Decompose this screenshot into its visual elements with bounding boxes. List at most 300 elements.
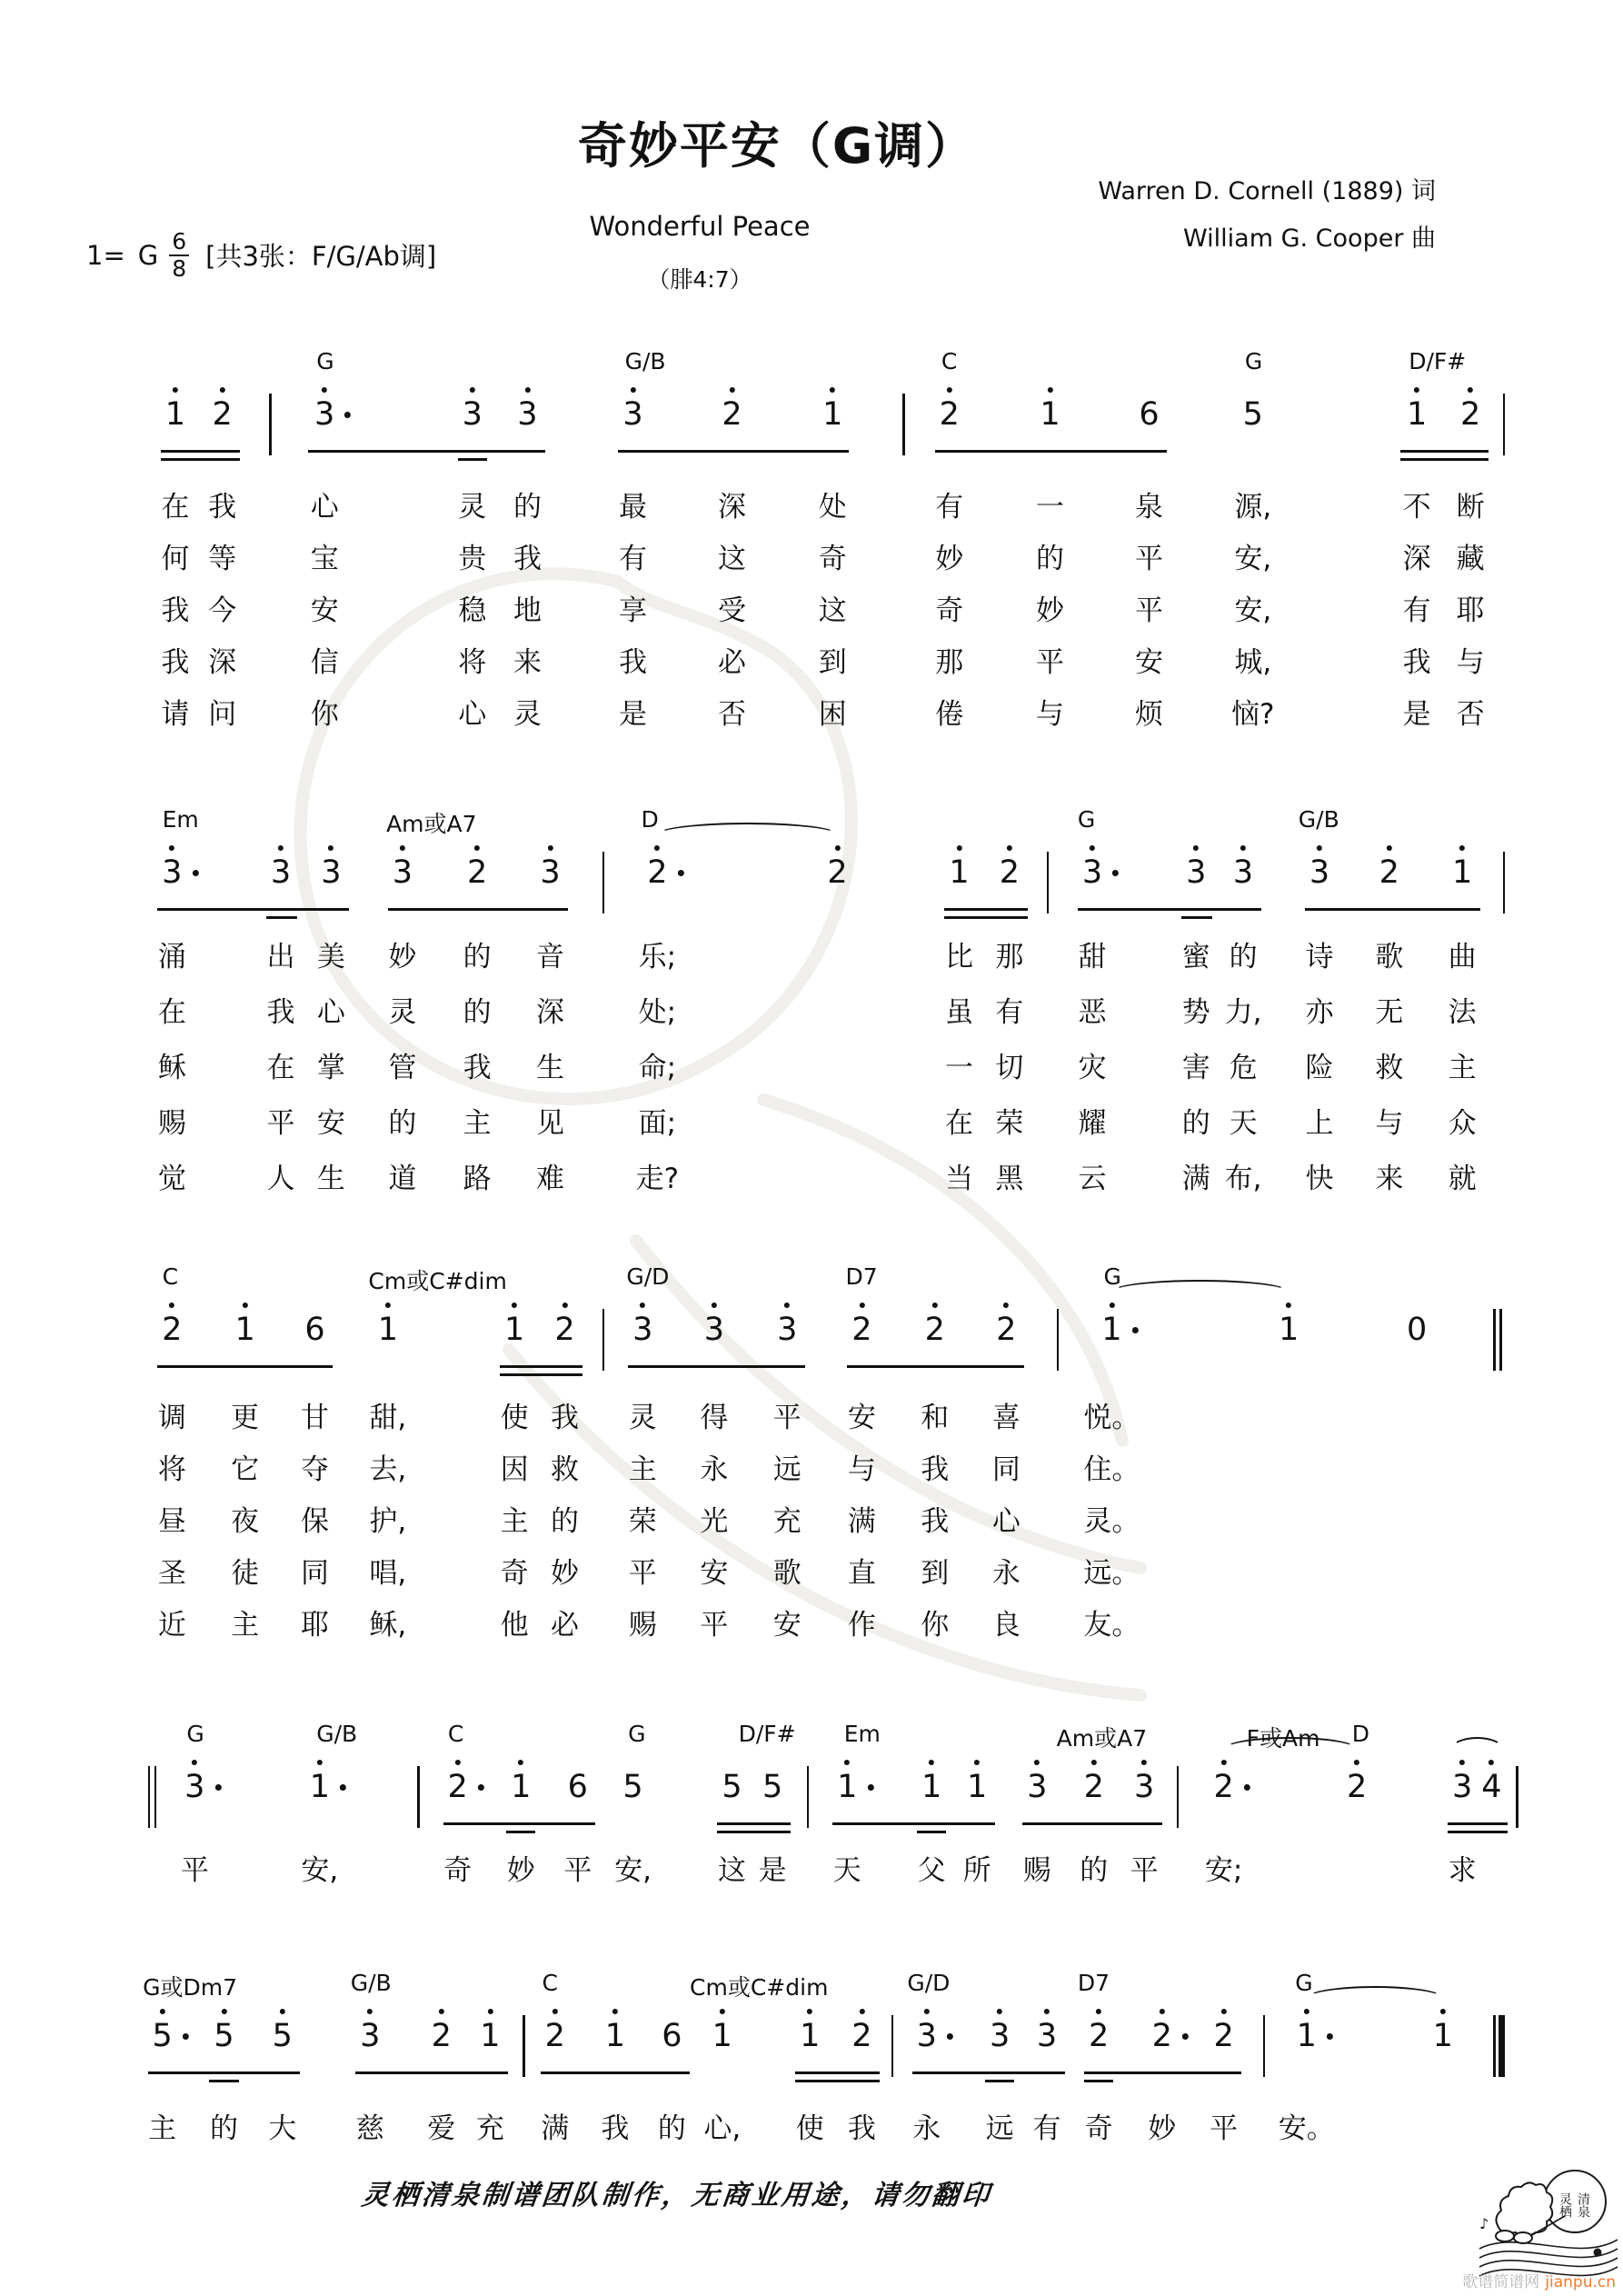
- lyric-syllable: 宝: [310, 543, 339, 575]
- octave-dot: [932, 1303, 938, 1308]
- lyric-syllable: 主: [231, 1609, 260, 1642]
- key-letter: G: [137, 239, 159, 271]
- lyric-syllable: 耀: [1078, 1107, 1107, 1140]
- barline-stroke: [1057, 1309, 1060, 1371]
- lyric-syllable: 妙: [551, 1557, 580, 1590]
- lyric-syllable: 命;: [638, 1052, 677, 1084]
- octave-dot: [518, 1760, 523, 1765]
- note: 0: [1407, 1312, 1428, 1348]
- octave-dot: [1034, 1760, 1040, 1765]
- lyric-syllable: 耶: [1456, 594, 1485, 627]
- beam-line: [458, 458, 487, 461]
- barline-stroke: [269, 394, 272, 455]
- octave-dot: [1459, 1760, 1465, 1765]
- lyric-syllable: 涌: [157, 941, 186, 973]
- lyric-syllable: 处;: [638, 996, 677, 1029]
- beam-line: [506, 1831, 535, 1833]
- meter-numerator: 6: [169, 229, 189, 256]
- lyric-syllable: 诗: [1305, 941, 1334, 973]
- note: 1: [822, 399, 842, 431]
- note: 2: [448, 1772, 468, 1803]
- octave-dot: [1007, 845, 1012, 851]
- lyric-syllable: 充: [475, 2112, 504, 2145]
- octave-dot: [1221, 2009, 1227, 2014]
- lyric-syllable: 安,: [1234, 594, 1272, 627]
- lyric-syllable: 在: [157, 996, 186, 1029]
- beam-line: [795, 2071, 880, 2074]
- barline-stroke: [1503, 394, 1506, 455]
- octave-dot: [400, 845, 405, 851]
- lyric-syllable: 是: [619, 698, 648, 731]
- note: 5: [762, 1769, 783, 1805]
- key-signature-line: [86, 229, 436, 281]
- chord-label: G/D: [907, 1970, 951, 1996]
- lyric-syllable: 平: [1134, 543, 1163, 575]
- barline-stroke: [1503, 852, 1506, 913]
- lyric-syllable: 安: [1134, 646, 1163, 679]
- lyric-syllable: 的: [513, 491, 542, 524]
- note: 3: [314, 399, 334, 431]
- lyric-syllable: 心: [458, 698, 487, 731]
- chord-label: D/F#: [738, 1721, 796, 1747]
- note: 2: [432, 2021, 452, 2052]
- note: 3: [463, 399, 483, 431]
- lyric-syllable: 有: [935, 491, 964, 524]
- lyric-syllable: 你: [921, 1609, 950, 1642]
- lyric-syllable: 享: [619, 594, 648, 627]
- lyric-syllable: 在: [945, 1107, 974, 1140]
- beam-line: [443, 1822, 596, 1825]
- lyric-syllable: 倦: [935, 698, 964, 731]
- production-credit: 灵栖清泉制谱团队制作，无商业用途，请勿翻印: [360, 2180, 993, 2211]
- note: 2: [1347, 1772, 1367, 1803]
- chord-label: D7: [845, 1263, 878, 1290]
- lyric-syllable: 安: [772, 1609, 802, 1642]
- lyric-syllable: 的: [1036, 543, 1065, 575]
- chord-label: F或Am: [1246, 1725, 1320, 1752]
- lyric-syllable: 的: [463, 941, 492, 973]
- lyric-syllable: 的: [209, 2112, 238, 2145]
- lyric-syllable: 蜜: [1181, 941, 1210, 973]
- chord-label: D: [1351, 1721, 1369, 1747]
- lyric-syllable: 稣: [157, 1052, 186, 1084]
- beam-line: [1181, 916, 1212, 919]
- lyric-syllable: 耶: [300, 1609, 329, 1642]
- lyric-syllable: 直: [847, 1557, 876, 1590]
- note: 6: [567, 1769, 588, 1805]
- octave-dot: [1304, 2009, 1309, 2014]
- lyric-syllable: 妙: [935, 543, 964, 575]
- lyric-syllable: 黑: [995, 1163, 1024, 1195]
- lyric-syllable: 天: [1229, 1107, 1258, 1140]
- lyric-syllable: 赐: [157, 1107, 186, 1140]
- lyric-syllable: 所: [962, 1854, 991, 1887]
- lyric-syllable: 奇: [443, 1854, 473, 1887]
- lyric-syllable: 切: [995, 1052, 1024, 1084]
- lyric-syllable: 恼?: [1231, 698, 1275, 731]
- lyric-syllable: 荣: [628, 1505, 657, 1538]
- octave-dot: [563, 1303, 568, 1308]
- octave-dot: [1221, 1760, 1227, 1765]
- lyric-syllable: 音: [535, 941, 564, 973]
- lyric-syllable: 不: [1402, 491, 1431, 524]
- lyric-syllable: 的: [657, 2112, 686, 2145]
- note: 3: [777, 1314, 797, 1346]
- lyric-syllable: 我: [208, 491, 237, 524]
- beam-line: [308, 450, 545, 453]
- octave-dot: [859, 1303, 864, 1308]
- lyric-syllable: 是: [1402, 698, 1431, 731]
- note: 1: [165, 399, 185, 431]
- note: 2: [827, 857, 847, 889]
- chord-label: G: [1295, 1970, 1313, 1996]
- beam-line: [500, 1373, 582, 1376]
- lyric-syllable: 必: [717, 646, 746, 679]
- site-link[interactable]: jianpu.cn: [1545, 2273, 1616, 2291]
- chord-label: G: [1244, 348, 1263, 374]
- lyric-syllable: 走?: [635, 1163, 680, 1195]
- lyric-syllable: 灵: [458, 491, 487, 524]
- barline-stroke: [154, 1766, 157, 1828]
- octave-dot: [1193, 845, 1199, 851]
- lyric-syllable: 的: [1181, 1107, 1210, 1140]
- lyric-syllable: 的: [388, 1107, 417, 1140]
- octave-dot: [317, 1760, 323, 1765]
- lyric-syllable: 得: [700, 1402, 729, 1434]
- tie-arc: [1307, 1986, 1443, 2010]
- note: 3: [704, 1314, 724, 1346]
- lyric-syllable: 救: [1375, 1052, 1404, 1084]
- note: 1: [967, 1772, 987, 1803]
- octave-dot: [712, 1303, 717, 1308]
- lyric-syllable: 我: [1402, 646, 1431, 679]
- lyricist-credit: Warren D. Cornell (1889) 词: [1098, 177, 1436, 205]
- lyric-syllable: 害: [1181, 1052, 1210, 1084]
- lyric-syllable: 同: [300, 1557, 329, 1590]
- octave-dot: [470, 387, 475, 393]
- lyric-syllable: 灵: [513, 698, 542, 731]
- lyric-syllable: 的: [463, 996, 492, 1029]
- note: 3: [1233, 857, 1253, 889]
- beam-line: [795, 2080, 880, 2082]
- note: 5: [622, 1769, 643, 1805]
- note: 3: [1037, 2021, 1057, 2052]
- lyric-syllable: 危: [1229, 1052, 1258, 1084]
- octave-dot: [160, 2009, 165, 2014]
- note: 1: [949, 857, 969, 889]
- augmentation-dot: [340, 1784, 346, 1791]
- octave-dot: [1489, 1760, 1494, 1765]
- octave-dot: [1109, 1303, 1114, 1308]
- tie-arc: [1451, 1737, 1503, 1761]
- lyric-syllable: 无: [1375, 996, 1404, 1029]
- lyric-syllable: 深: [208, 646, 237, 679]
- octave-dot: [830, 387, 835, 393]
- note: 1: [1297, 2021, 1317, 2052]
- lyric-syllable: 比: [945, 941, 974, 973]
- composer-credit: William G. Cooper 曲: [1183, 225, 1436, 253]
- octave-dot: [997, 2009, 1002, 2014]
- barline-stroke: [891, 2015, 894, 2077]
- lyric-syllable: 这: [717, 543, 746, 575]
- note: 2: [554, 1314, 574, 1346]
- octave-dot: [220, 387, 225, 393]
- lyric-syllable: 否: [1456, 698, 1485, 731]
- beam-line: [985, 2080, 1014, 2082]
- note: 1: [1040, 399, 1060, 431]
- octave-dot: [1459, 845, 1465, 851]
- octave-dot: [1044, 2009, 1050, 2014]
- octave-dot: [280, 2009, 285, 2014]
- note: 2: [996, 1314, 1016, 1346]
- lyric-syllable: 最: [619, 491, 648, 524]
- lyric-syllable: 他: [500, 1609, 529, 1642]
- note: 1: [504, 1314, 524, 1346]
- note: 2: [467, 857, 487, 889]
- beam-line: [157, 908, 349, 911]
- scripture-reference: （腓4:7）: [647, 266, 752, 293]
- lyric-syllable: 甜,: [369, 1402, 407, 1434]
- augmentation-dot: [1182, 2033, 1189, 2040]
- note: 3: [360, 2021, 380, 2052]
- lyric-syllable: 我: [601, 2112, 630, 2145]
- note: 2: [213, 399, 233, 431]
- lyric-syllable: 妙: [1036, 594, 1065, 627]
- chord-label: D/F#: [1409, 348, 1467, 374]
- chord-label: C: [447, 1721, 464, 1747]
- lyric-syllable: 平: [563, 1854, 592, 1887]
- lyric-syllable: 我: [921, 1505, 950, 1538]
- lyric-syllable: 平: [1134, 594, 1163, 627]
- chord-label: C: [542, 1970, 558, 1996]
- beam-line: [209, 2080, 238, 2082]
- lyric-syllable: 出: [266, 941, 295, 973]
- beam-line: [1084, 2080, 1113, 2082]
- lyric-syllable: 生: [535, 1052, 564, 1084]
- note: 6: [1139, 396, 1160, 433]
- lyric-syllable: 更: [231, 1402, 260, 1434]
- lyric-syllable: 保: [300, 1505, 329, 1538]
- chord-label: D: [641, 806, 659, 833]
- octave-dot: [328, 845, 334, 851]
- lyric-syllable: 永: [700, 1453, 729, 1486]
- octave-dot: [278, 845, 284, 851]
- chord-label: Cm或C#dim: [368, 1268, 507, 1294]
- augmentation-dot: [478, 1784, 484, 1791]
- octave-dot: [322, 387, 327, 393]
- chord-label: Em: [843, 1721, 881, 1747]
- lyric-syllable: 云: [1078, 1163, 1107, 1195]
- lyric-syllable: 处: [818, 491, 847, 524]
- note: 2: [545, 2021, 565, 2052]
- beam-line: [1084, 2071, 1241, 2074]
- beam-line: [1305, 908, 1480, 911]
- note: 2: [1000, 857, 1020, 889]
- note: 1: [837, 1772, 857, 1803]
- lyric-syllable: 救: [551, 1453, 580, 1486]
- lyric-syllable: 我: [161, 594, 190, 627]
- beam-line: [355, 2071, 508, 2074]
- octave-dot: [1048, 387, 1053, 393]
- note: 2: [925, 1314, 945, 1346]
- lyric-syllable: 奇: [818, 543, 847, 575]
- octave-dot: [512, 1303, 517, 1308]
- octave-dot: [1440, 2009, 1446, 2014]
- lyric-syllable: 断: [1456, 491, 1485, 524]
- lyric-syllable: 亦: [1305, 996, 1334, 1029]
- lyric-syllable: 赐: [1022, 1854, 1051, 1887]
- lyric-syllable: 面;: [638, 1107, 677, 1140]
- beam-line: [388, 908, 568, 911]
- octave-dot: [631, 387, 636, 393]
- lyric-syllable: 我: [513, 543, 542, 575]
- octave-dot: [859, 2009, 864, 2014]
- beam-line: [1400, 458, 1488, 461]
- lyric-syllable: 有: [1032, 2112, 1061, 2145]
- octave-dot: [1286, 1303, 1291, 1308]
- lyric-syllable: 与: [1036, 698, 1065, 731]
- logo-text-col2: 清泉: [1576, 2192, 1590, 2218]
- octave-dot: [169, 1303, 174, 1308]
- octave-dot: [1160, 2009, 1165, 2014]
- beam-line: [148, 2071, 301, 2074]
- chord-label: G/B: [1298, 806, 1339, 833]
- lyric-syllable: 徒: [231, 1557, 260, 1590]
- lyric-syllable: 当: [945, 1163, 974, 1195]
- lyric-syllable: 一: [1036, 491, 1065, 524]
- lyric-syllable: 使: [500, 1402, 529, 1434]
- beam-line: [917, 1831, 946, 1833]
- barline-stroke: [1499, 1309, 1502, 1371]
- note: 1: [921, 1772, 941, 1803]
- lyric-syllable: 妙: [1148, 2112, 1177, 2145]
- lyric-syllable: 安;: [1204, 1854, 1243, 1887]
- lyric-syllable: 心: [310, 491, 339, 524]
- lyric-syllable: 昼: [157, 1505, 186, 1538]
- lyric-syllable: 夺: [300, 1453, 329, 1486]
- lyric-syllable: 源,: [1234, 491, 1272, 524]
- lyric-syllable: 主: [628, 1453, 657, 1486]
- octave-dot: [173, 387, 178, 393]
- note: 3: [321, 857, 341, 889]
- lyric-syllable: 今: [208, 594, 237, 627]
- lyric-syllable: 父: [917, 1854, 946, 1887]
- lyric-syllable: 等: [208, 543, 237, 575]
- beam-line: [1448, 1831, 1508, 1833]
- system-2: [0, 806, 1623, 1233]
- available-keys-note: [共3张：F/G/Ab调]: [205, 241, 437, 272]
- octave-dot: [367, 2009, 373, 2014]
- note: 3: [632, 1314, 652, 1346]
- lyric-syllable: 因: [500, 1453, 529, 1486]
- lyric-syllable: 到: [818, 646, 847, 679]
- lyric-syllable: 有: [1402, 594, 1431, 627]
- octave-dot: [1090, 845, 1095, 851]
- time-signature: [169, 229, 189, 281]
- beam-line: [944, 908, 1027, 911]
- lyric-syllable: 主: [148, 2112, 177, 2145]
- note: 1: [1407, 399, 1427, 431]
- note: 1: [310, 1772, 330, 1803]
- beam-line: [1022, 1822, 1162, 1825]
- lyric-syllable: 奇: [1084, 2112, 1113, 2145]
- site-name: 歌谱简谱网: [1462, 2273, 1540, 2291]
- note: 3: [540, 857, 560, 889]
- chord-label: G或Dm7: [143, 1974, 238, 2001]
- lyric-syllable: 永: [912, 2112, 941, 2145]
- barline-stroke: [1493, 2015, 1496, 2077]
- lyric-syllable: 满: [541, 2112, 570, 2145]
- chord-label: C: [162, 1263, 179, 1290]
- lyric-syllable: 甘: [300, 1402, 329, 1434]
- lyric-syllable: 贵: [458, 543, 487, 575]
- note: 6: [662, 2018, 682, 2054]
- barline-stroke: [523, 2015, 525, 2077]
- lyric-syllable: 来: [513, 646, 542, 679]
- subtitle-english: Wonderful Peace: [589, 211, 811, 242]
- octave-dot: [784, 1303, 790, 1308]
- lyric-syllable: 稣,: [369, 1609, 407, 1642]
- lyric-syllable: 曲: [1448, 941, 1477, 973]
- note: 2: [647, 857, 667, 889]
- lyric-syllable: 请: [161, 698, 190, 731]
- lyric-syllable: 护,: [369, 1505, 407, 1538]
- system-1: [0, 348, 1623, 775]
- lyric-syllable: 美: [316, 941, 345, 973]
- lyric-syllable: 深: [1402, 543, 1431, 575]
- lyric-syllable: 一: [945, 1052, 974, 1084]
- lyric-syllable: 困: [818, 698, 847, 731]
- chord-label: G: [1077, 806, 1096, 833]
- augmentation-dot: [183, 2033, 189, 2040]
- lyric-syllable: 你: [310, 698, 339, 731]
- lyric-syllable: 和: [921, 1402, 950, 1434]
- lyric-syllable: 信: [310, 646, 339, 679]
- lyric-syllable: 远。: [1083, 1557, 1140, 1590]
- note: 3: [162, 857, 182, 889]
- note: 2: [722, 399, 742, 431]
- octave-dot: [553, 2009, 558, 2014]
- note: 1: [1452, 857, 1472, 889]
- lyric-syllable: 地: [513, 594, 542, 627]
- lyric-syllable: 城,: [1234, 646, 1272, 679]
- lyric-syllable: 心: [316, 996, 345, 1029]
- lyric-syllable: 乐;: [638, 941, 677, 973]
- chord-label: Cm或C#dim: [690, 1974, 829, 2001]
- lyric-syllable: 主: [463, 1107, 492, 1140]
- lyric-syllable: 安,: [301, 1854, 339, 1887]
- octave-dot: [221, 2009, 226, 2014]
- note: 2: [1084, 1772, 1104, 1803]
- lyric-syllable: 友。: [1083, 1609, 1140, 1642]
- lyric-syllable: 有: [995, 996, 1024, 1029]
- lyric-syllable: 深: [717, 491, 746, 524]
- beam-line: [832, 1822, 995, 1825]
- octave-dot: [835, 845, 841, 851]
- lyric-syllable: 灵: [628, 1402, 657, 1434]
- lyric-syllable: 调: [157, 1402, 186, 1434]
- octave-dot: [924, 2009, 930, 2014]
- lyric-syllable: 夜: [231, 1505, 260, 1538]
- lyric-syllable: 深: [535, 996, 564, 1029]
- key-prefix: 1=: [86, 239, 125, 271]
- chord-label: D7: [1077, 1970, 1110, 1996]
- octave-dot: [455, 1760, 461, 1765]
- beam-line: [1078, 908, 1261, 911]
- octave-dot: [524, 387, 530, 393]
- barline-stroke: [807, 1766, 810, 1828]
- lyric-syllable: 远: [985, 2112, 1014, 2145]
